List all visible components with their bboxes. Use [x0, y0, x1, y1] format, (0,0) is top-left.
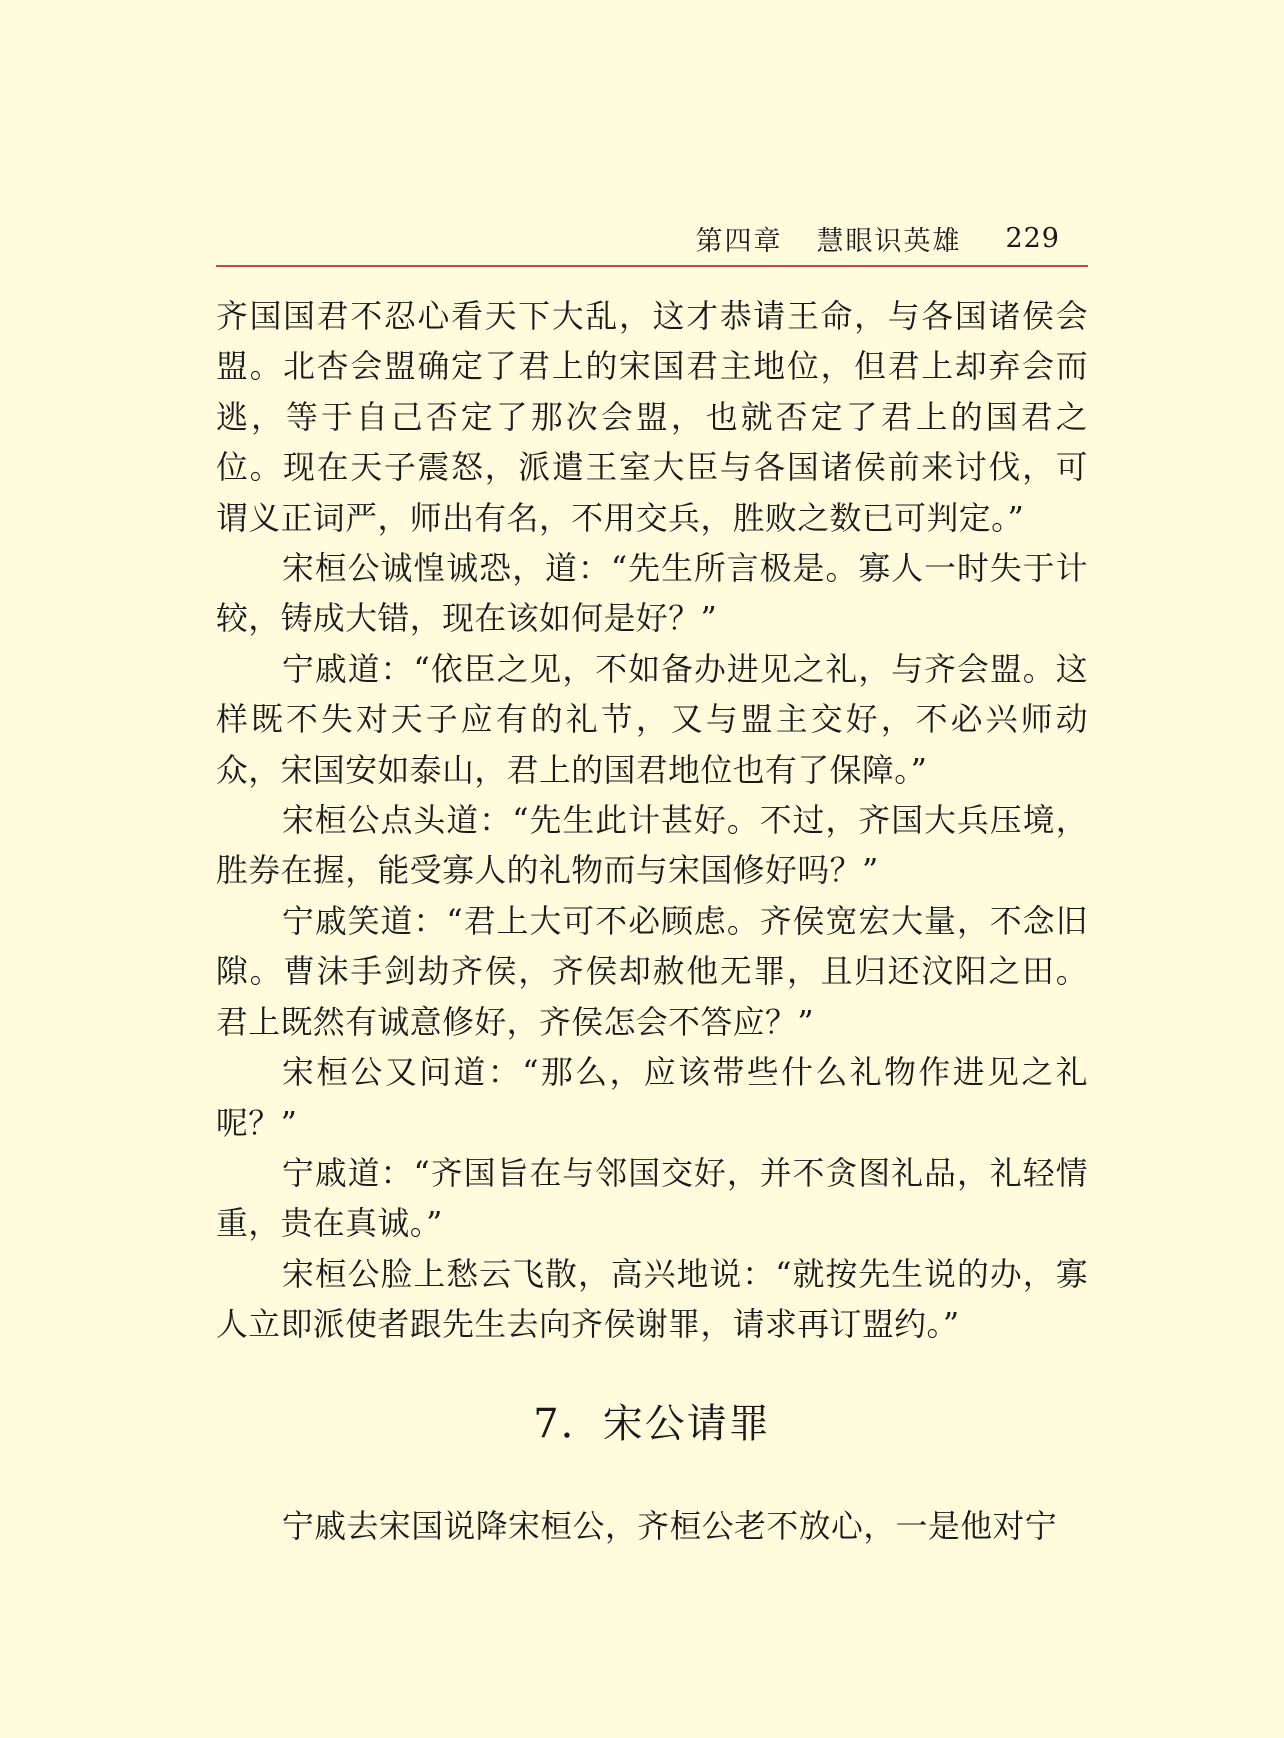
- paragraph-4: 宋桓公点头道：“先生此计甚好。不过，齐国大兵压境，胜券在握，能受寡人的礼物而与宋国修好吗？”: [216, 802, 1088, 890]
- paragraph-5: 宁戚笑道：“君上大可不必顾虑。齐侯宽宏大量，不念旧隙。曹沫手剑劫齐侯，齐侯却赦他无罪，且归还汶阳之田。君上既然有诚意修好，齐侯怎会不答应？”: [216, 902, 1088, 1041]
- body-text: [216, 292, 1088, 1351]
- paragraph-2: 宋桓公诚惶诚恐，道：“先生所言极是。寡人一时失于计较，铸成大错，现在该如何是好？”: [216, 550, 1088, 638]
- paragraph-7: 宁戚道：“齐国旨在与邻国交好，并不贪图礼品，礼轻情重，贵在真诚。”: [216, 1154, 1088, 1243]
- section-heading: 7．宋公请罪: [533, 1401, 771, 1447]
- header-chapter: 第四章: [695, 225, 783, 257]
- section-first-paragraph: 宁戚去宋国说降宋桓公，齐桓公老不放心，一是他对宁: [282, 1508, 1058, 1545]
- paragraph-6: 宋桓公又问道：“那么，应该带些什么礼物作进见之礼呢？”: [216, 1054, 1088, 1142]
- section-body: [216, 1502, 1088, 1552]
- paragraph-1: 齐国国君不忍心看天下大乱，这才恭请王命，与各国诸侯会盟。北杏会盟确定了君上的宋国君主地位，但君上却弃会而逃，等于自己否定了那次会盟，也就否定了君上的国君之位。现在天子震怒，派遣王室大臣与各国诸侯前来讨伐，可谓义正词严，师出有名，不用交兵，胜败之数已可判定。”: [216, 298, 1088, 537]
- header-chapter-title: 慧眼识英雄: [816, 225, 962, 257]
- running-header: [216, 214, 1088, 262]
- paragraph-3: 宁戚道：“依臣之见，不如备办进见之礼，与齐会盟。这样既不失对天子应有的礼节，又与盟主交好，不必兴师动众，宋国安如泰山，君上的国君地位也有了保障。”: [216, 650, 1088, 789]
- header-divider: [216, 265, 1088, 267]
- page-number: 229: [1005, 222, 1060, 254]
- paragraph-8: 宋桓公脸上愁云飞散，高兴地说：“就按先生说的办，寡人立即派使者跟先生去向齐侯谢罪，请求再订盟约。”: [216, 1255, 1088, 1344]
